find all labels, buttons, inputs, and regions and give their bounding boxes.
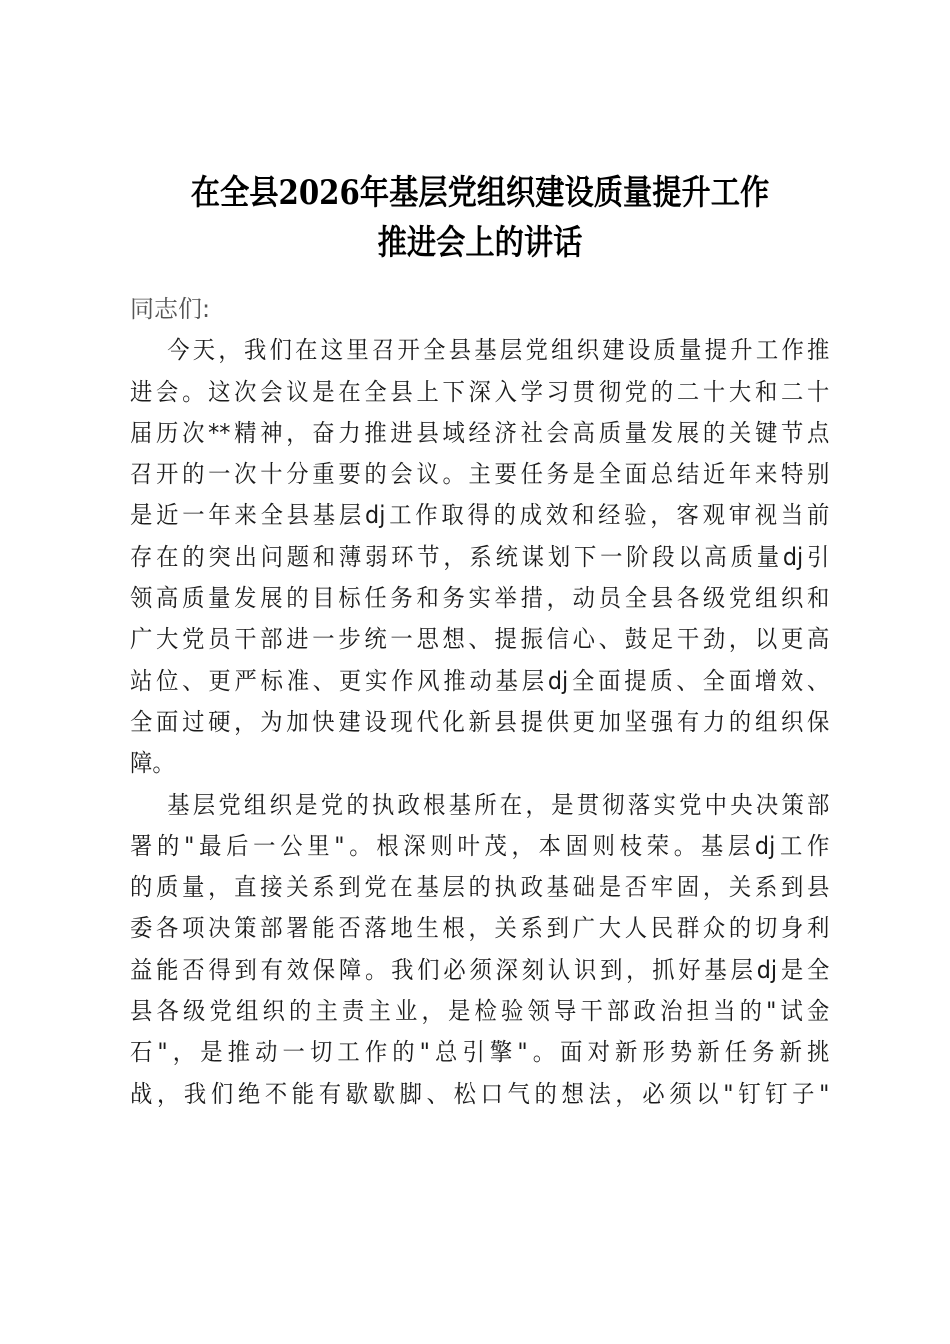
text-line: 今天，我们在这里召开全县基层党组织建设质量提升工作推 <box>167 336 830 365</box>
text-line: 战，我们绝不能有歇歇脚、松口气的想法，必须以"钉钉子" <box>130 1079 830 1108</box>
title-line-2: 推进会上的讲话 <box>377 223 583 263</box>
text-line: 届历次**精神，奋力推进县域经济社会高质量发展的关键节点 <box>130 418 830 447</box>
text-line: 存在的突出问题和薄弱环节，系统谋划下一阶段以高质量dj引 <box>130 542 830 571</box>
text-line: 障。 <box>130 749 175 778</box>
text-line: 是近一年来全县基层dj工作取得的成效和经验，客观审视当前 <box>130 501 830 530</box>
text-line: 县各级党组织的主责主业，是检验领导干部政治担当的"试金 <box>130 997 830 1026</box>
paragraph-1 <box>130 330 830 784</box>
text-line: 的质量，直接关系到党在基层的执政基础是否牢固，关系到县 <box>130 873 830 902</box>
text-line: 石"，是推动一切工作的"总引擎"。面对新形势新任务新挑 <box>130 1038 830 1067</box>
text-line: 基层党组织是党的执政根基所在，是贯彻落实党中央决策部 <box>167 790 830 819</box>
title-line-1: 在全县2026年基层党组织建设质量提升工作 <box>190 173 770 213</box>
text-line: 署的"最后一公里"。根深则叶茂，本固则枝荣。基层dj工作 <box>130 831 830 860</box>
document-body <box>130 289 830 1115</box>
salutation: 同志们: <box>130 295 211 323</box>
text-line: 领高质量发展的目标任务和务实举措，动员全县各级党组织和 <box>130 584 830 613</box>
text-line: 召开的一次十分重要的会议。主要任务是全面总结近年来特别 <box>130 460 830 489</box>
paragraph-2 <box>130 785 830 1115</box>
text-line: 广大党员干部进一步统一思想、提振信心、鼓足干劲，以更高 <box>130 625 830 654</box>
text-line: 站位、更严标准、更实作风推动基层dj全面提质、全面增效、 <box>130 666 830 695</box>
text-line: 委各项决策部署能否落地生根，关系到广大人民群众的切身利 <box>130 914 830 943</box>
text-line: 益能否得到有效保障。我们必须深刻认识到，抓好基层dj是全 <box>130 955 830 984</box>
document-title <box>170 168 789 268</box>
text-line: 进会。这次会议是在全县上下深入学习贯彻党的二十大和二十 <box>130 377 830 406</box>
text-line: 全面过硬，为加快建设现代化新县提供更加坚强有力的组织保 <box>130 707 830 736</box>
